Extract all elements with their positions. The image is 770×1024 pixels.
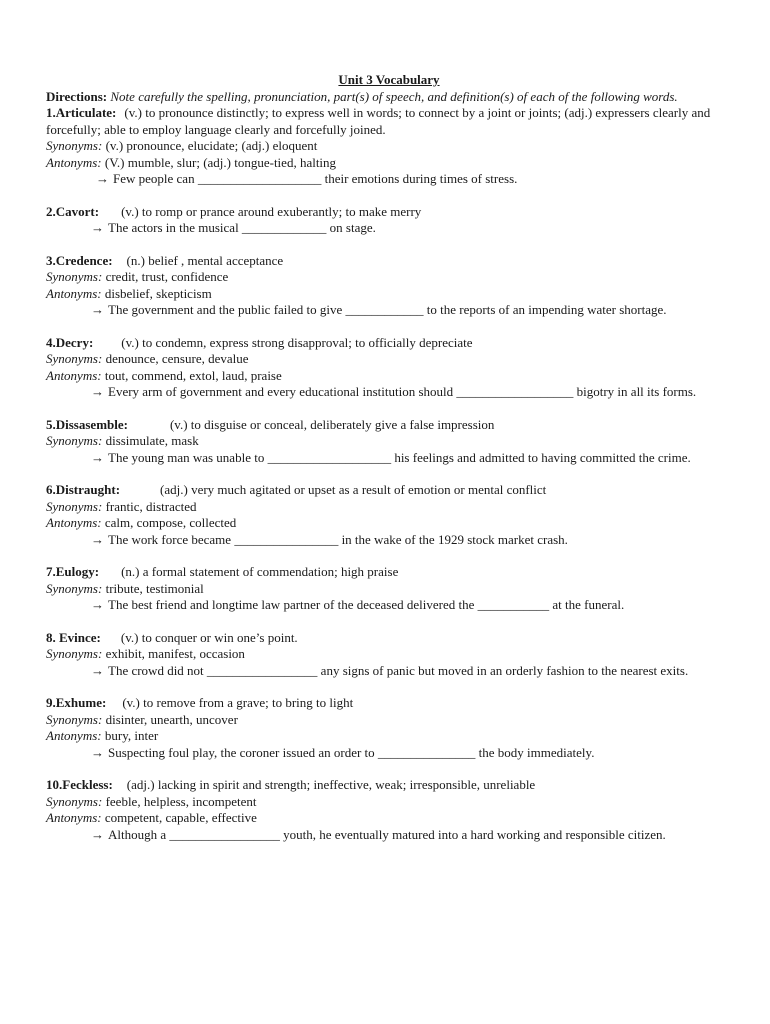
synonyms-text: (v.) pronounce, elucidate; (adj.) eloquent xyxy=(105,138,318,153)
definition: (v.) to remove from a grave; to bring to light xyxy=(122,695,354,710)
entry-number: 5. xyxy=(46,416,56,432)
vocab-word: Exhume: xyxy=(55,695,107,710)
vocab-word: Dissasemble: xyxy=(55,416,128,432)
word-line xyxy=(46,482,732,499)
example-text: Few people can ___________________ their emotions during times of stress. xyxy=(113,171,518,186)
synonyms-line xyxy=(46,646,732,663)
word-line xyxy=(46,105,732,138)
example-sentence xyxy=(91,663,732,680)
antonyms-line xyxy=(46,155,732,172)
vocab-entry xyxy=(46,695,732,761)
arrow-icon: → xyxy=(96,171,109,186)
vocab-entry xyxy=(46,204,732,237)
antonyms-label: Antonyms: xyxy=(46,154,102,170)
example-sentence xyxy=(91,597,732,614)
antonyms-text: competent, capable, effective xyxy=(104,810,257,825)
entry-number: 4. xyxy=(46,334,56,350)
antonyms-line xyxy=(46,810,732,827)
directions-text: Note carefully the spelling, pronunciation, part(s) of speech, and definition(s) of each of the following words. xyxy=(110,88,678,104)
vocab-entry xyxy=(46,564,732,614)
synonyms-label: Synonyms: xyxy=(46,793,103,809)
vocab-entry xyxy=(46,105,732,188)
arrow-icon: → xyxy=(91,384,104,399)
entry-number: 3. xyxy=(46,252,56,268)
antonyms-text: (V.) mumble, slur; (adj.) tongue-tied, halting xyxy=(104,154,337,170)
word-line xyxy=(46,695,732,712)
arrow-icon: → xyxy=(91,449,104,465)
synonyms-line xyxy=(46,794,732,811)
synonyms-label: Synonyms: xyxy=(46,711,103,727)
vocab-entry xyxy=(46,482,732,548)
directions-label: Directions: xyxy=(46,88,108,104)
antonyms-label: Antonyms: xyxy=(46,367,102,383)
word-line xyxy=(46,777,732,794)
example-text: The young man was unable to ___________________ his feelings and admitted to having committed the crime. xyxy=(108,449,691,465)
synonyms-text: frantic, distracted xyxy=(105,498,197,514)
example-sentence xyxy=(91,220,732,237)
vocab-entry xyxy=(46,253,732,319)
definition: (n.) a formal statement of commendation; high praise xyxy=(121,564,399,579)
example-text: Suspecting foul play, the coroner issued an order to _______________ the body immediately. xyxy=(108,744,595,760)
synonyms-line xyxy=(46,499,732,516)
vocab-word: Evince: xyxy=(59,629,101,645)
example-sentence xyxy=(91,450,732,467)
arrow-icon: → xyxy=(91,302,104,317)
antonyms-text: calm, compose, collected xyxy=(104,515,237,530)
synonyms-label: Synonyms: xyxy=(46,433,103,448)
antonyms-line xyxy=(46,728,732,745)
synonyms-line xyxy=(46,138,732,155)
vocab-word: Credence: xyxy=(55,252,113,268)
example-text: The government and the public failed to give ____________ to the reports of an impending water shortage. xyxy=(108,302,667,317)
vocab-entry xyxy=(46,777,732,843)
antonyms-line xyxy=(46,368,732,385)
word-line xyxy=(46,204,732,221)
example-text: Every arm of government and every educational institution should __________________ bigotry in all its forms. xyxy=(108,384,697,399)
synonyms-line xyxy=(46,433,732,450)
word-line xyxy=(46,253,732,270)
definition: (v.) to conquer or win one’s point. xyxy=(120,629,298,645)
example-text: The crowd did not _________________ any signs of panic but moved in an orderly fashion to the nearest exits. xyxy=(108,662,689,678)
vocab-word: Articulate: xyxy=(55,105,117,120)
arrow-icon: → xyxy=(91,531,104,547)
example-text: The best friend and longtime law partner of the deceased delivered the ___________ at the funeral. xyxy=(108,597,625,612)
antonyms-label: Antonyms: xyxy=(46,728,102,743)
example-sentence xyxy=(96,171,732,188)
arrow-icon: → xyxy=(91,662,104,678)
page-title: Unit 3 Vocabulary xyxy=(338,72,440,87)
synonyms-label: Synonyms: xyxy=(46,646,103,661)
example-text: The work force became ________________ in the wake of the 1929 stock market crash. xyxy=(108,531,568,547)
synonyms-text: credit, trust, confidence xyxy=(105,269,229,284)
vocab-word: Eulogy: xyxy=(55,564,100,579)
synonyms-label: Synonyms: xyxy=(46,269,103,284)
vocab-word: Feckless: xyxy=(62,777,113,792)
word-line xyxy=(46,417,732,434)
synonyms-line xyxy=(46,712,732,729)
definition: (adj.) lacking in spirit and strength; ineffective, weak; irresponsible, unreliable xyxy=(126,777,536,792)
definition: (v.) to romp or prance around exuberantly; to make merry xyxy=(121,203,422,219)
definition: (adj.) very much agitated or upset as a result of emotion or mental conflict xyxy=(160,482,547,497)
arrow-icon: → xyxy=(91,597,104,612)
synonyms-text: exhibit, manifest, occasion xyxy=(105,646,245,661)
entry-number: 7. xyxy=(46,564,56,579)
synonyms-line xyxy=(46,581,732,598)
example-sentence xyxy=(91,384,732,401)
directions xyxy=(46,89,732,106)
synonyms-label: Synonyms: xyxy=(46,138,103,153)
example-sentence xyxy=(91,532,732,549)
vocab-word: Cavort: xyxy=(55,203,100,219)
example-sentence xyxy=(91,302,732,319)
word-line xyxy=(46,564,732,581)
definition: (v.) to disguise or conceal, deliberately give a false impression xyxy=(169,416,495,432)
example-sentence xyxy=(91,745,732,762)
synonyms-text: tribute, testimonial xyxy=(105,580,204,596)
synonyms-label: Synonyms: xyxy=(46,580,103,596)
synonyms-text: disinter, unearth, uncover xyxy=(105,711,238,727)
synonyms-text: denounce, censure, devalue xyxy=(105,351,249,366)
definition: (n.) belief , mental acceptance xyxy=(126,252,284,268)
word-line xyxy=(46,335,732,352)
definition: (v.) to condemn, express strong disapproval; to officially depreciate xyxy=(121,334,473,350)
antonyms-label: Antonyms: xyxy=(46,810,102,825)
antonyms-line xyxy=(46,286,732,303)
vocab-entry xyxy=(46,417,732,467)
synonyms-text: feeble, helpless, incompetent xyxy=(105,793,257,809)
arrow-icon: → xyxy=(91,826,104,842)
synonyms-label: Synonyms: xyxy=(46,351,103,366)
entry-number: 6. xyxy=(46,482,56,497)
arrow-icon: → xyxy=(91,220,104,235)
antonyms-line xyxy=(46,515,732,532)
entry-number: 8. xyxy=(46,629,59,645)
definition: (v.) to pronounce distinctly; to express well in words; to connect by a joint or joints; (adj.) expressers clearly and forcefully; able to employ language clearly and forcefully joined. xyxy=(46,105,711,137)
entry-number: 2. xyxy=(46,203,56,219)
vocab-entry xyxy=(46,335,732,401)
vocab-word: Distraught: xyxy=(55,482,121,497)
antonyms-label: Antonyms: xyxy=(46,285,102,301)
example-text: The actors in the musical _____________ on stage. xyxy=(108,220,376,235)
arrow-icon: → xyxy=(91,744,104,760)
vocabulary-list xyxy=(46,105,732,843)
synonyms-line xyxy=(46,269,732,286)
entry-number: 9. xyxy=(46,695,56,710)
synonyms-text: dissimulate, mask xyxy=(105,433,199,448)
antonyms-label: Antonyms: xyxy=(46,515,102,530)
example-text: Although a _________________ youth, he eventually matured into a hard working and responsible citizen. xyxy=(108,826,666,842)
vocab-entry xyxy=(46,630,732,680)
antonyms-text: tout, commend, extol, laud, praise xyxy=(104,367,282,383)
entry-number: 1. xyxy=(46,105,56,120)
antonyms-text: disbelief, skepticism xyxy=(104,285,212,301)
word-line xyxy=(46,630,732,647)
synonyms-line xyxy=(46,351,732,368)
entry-number: 10. xyxy=(46,777,63,792)
vocab-word: Decry: xyxy=(55,334,94,350)
antonyms-text: bury, inter xyxy=(104,728,159,743)
synonyms-label: Synonyms: xyxy=(46,498,103,514)
example-sentence xyxy=(91,827,732,844)
